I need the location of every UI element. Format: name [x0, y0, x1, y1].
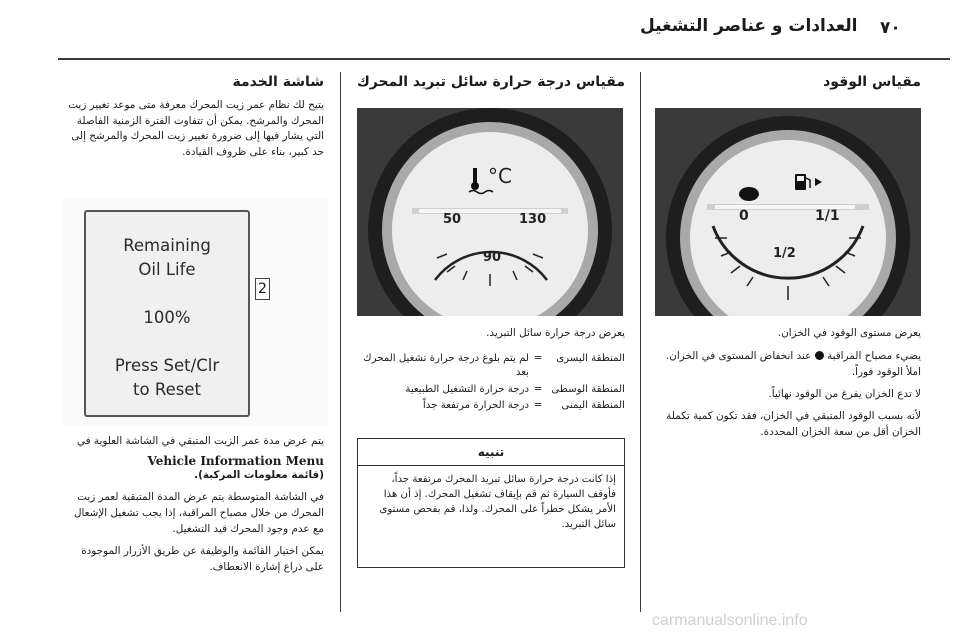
coolant-label-mid: 90	[483, 250, 502, 265]
zone-meaning: درجة الحرارة مرتفعة جداً	[422, 400, 529, 411]
oil-life-figure	[62, 198, 328, 426]
coolant-label-high: 130	[519, 212, 547, 227]
fuel-warning-paragraph	[655, 348, 921, 380]
coolant-unit-label: °C	[488, 164, 512, 188]
coolant-caption: يعرض درجة حرارة سائل التبريد.	[486, 327, 625, 339]
zone-name: المنطقة اليمنى	[561, 400, 625, 411]
fuel-gauge-section	[655, 74, 921, 98]
zone-name: المنطقة الوسطى	[551, 383, 625, 395]
caution-box	[357, 438, 625, 568]
fuel-warning-text-a: يضيء مصباح المراقبة	[827, 349, 921, 362]
fuel-caption: يعرض مستوى الوقود في الخزان.	[777, 327, 921, 339]
oil-life-percentage: 100%	[143, 308, 191, 327]
section-heading-service: شاشة الخدمة	[232, 74, 324, 90]
zone-sign: =	[533, 383, 543, 395]
service-display-text	[62, 434, 324, 575]
page-title: العدادات و عناصر التشغيل	[640, 16, 858, 36]
zone-row	[357, 352, 625, 381]
fuel-gauge-illustration	[655, 108, 921, 316]
service-intro-paragraph: يتيح لك نظام عمر زيت المحرك معرفة متى موعد تغيير زيت المحرك والمرشح. يمكن أن تتفاوت الفترة الزمنية الفاصلة التي يشار فيها إلى ضرورة تغيير زيت المحرك والمرشح إلى حد كبير، بناء على ظروف القيادة.	[68, 99, 324, 158]
column-divider-right	[640, 72, 641, 612]
fuel-capacity-paragraph: لأنه بسبب الوقود المتبقي في الخزان، فقد تكون كمية تكملة الخزان أقل من سعة الخزان المحددة.	[666, 409, 921, 438]
fuel-gauge-text	[655, 326, 921, 440]
fuel-label-half: 1/2	[773, 246, 796, 261]
section-heading-fuel: مقياس الوقود	[823, 74, 921, 90]
fuel-gauge-photo	[655, 108, 921, 316]
page-number: ٧٠	[880, 18, 901, 38]
fuel-warning-text-b: عند انخفاض المستوى في الخزان. املأ الوقود فوراً.	[665, 349, 921, 378]
header-rule	[58, 58, 950, 60]
section-heading-coolant: مقياس درجة حرارة سائل تبريد المحرك	[356, 74, 625, 90]
oil-life-line-press-set: Press Set/Clr	[114, 356, 220, 375]
zone-meaning: درجة حرارة التشغيل الطبيعية	[405, 383, 529, 395]
fuel-empty-paragraph: لا تدع الخزان يفرغ من الوقود نهائياً.	[768, 387, 921, 400]
zone-meaning: لم يتم بلوغ درجة حرارة تشغيل المحرك بعد	[363, 352, 529, 378]
watermark: carmanualsonline.info	[652, 612, 808, 629]
oil-life-line-to-reset: to Reset	[133, 380, 201, 399]
zone-row	[357, 399, 625, 414]
fuel-label-full: 1/1	[815, 208, 840, 224]
caution-title: تنبيه	[358, 439, 624, 466]
mid-display-paragraph: في الشاشة المتوسطة يتم عرض المدة المتبقية لعمر زيت المحرك من خلال مصباح المراقبة، إذا يجب تشغيل الإشعال مع عدم وجود المحرك قيد التشغيل.	[73, 491, 324, 535]
upper-display-paragraph: يتم عرض مدة عمر الزيت المتبقي في الشاشة العلوية في	[76, 435, 324, 447]
fuel-label-empty: 0	[739, 208, 749, 224]
zone-sign: =	[533, 352, 543, 364]
display-number-badge: 2	[255, 278, 270, 300]
oil-life-line-oil-life: Oil Life	[138, 260, 196, 279]
coolant-gauge-photo	[357, 108, 623, 316]
coolant-gauge-section	[355, 74, 625, 98]
service-display-section	[62, 74, 324, 164]
caution-body: إذا كانت درجة حرارة سائل تبريد المحرك مرتفعة جداً، فأوقف السيارة ثم قم بإيقاف تشغيل المحرك. إذ أن هذا الأمر يشكل خطراً على المحرك. ولذا، قم بفحص مستوى سائل التبريد.	[379, 474, 616, 530]
zone-sign: =	[533, 400, 543, 411]
zone-row	[357, 383, 625, 398]
oil-life-screen	[84, 210, 250, 417]
oil-life-line-remaining: Remaining	[123, 236, 211, 255]
coolant-gauge-illustration	[357, 108, 623, 316]
zone-name: المنطقة اليسرى	[556, 352, 625, 364]
fuel-warning-lamp-icon	[815, 351, 824, 360]
coolant-gauge-text	[357, 326, 625, 416]
vehicle-information-menu-name: Vehicle Information Menu	[147, 453, 324, 468]
coolant-label-low: 50	[443, 212, 462, 227]
vehicle-information-menu-translation: (قائمة معلومات المركبة).	[194, 468, 324, 481]
column-divider-left	[340, 72, 341, 612]
menu-selection-paragraph: يمكن اختيار القائمة والوظيفة عن طريق الأزرار الموجودة على ذراع إشارة الانعطاف.	[81, 545, 324, 573]
